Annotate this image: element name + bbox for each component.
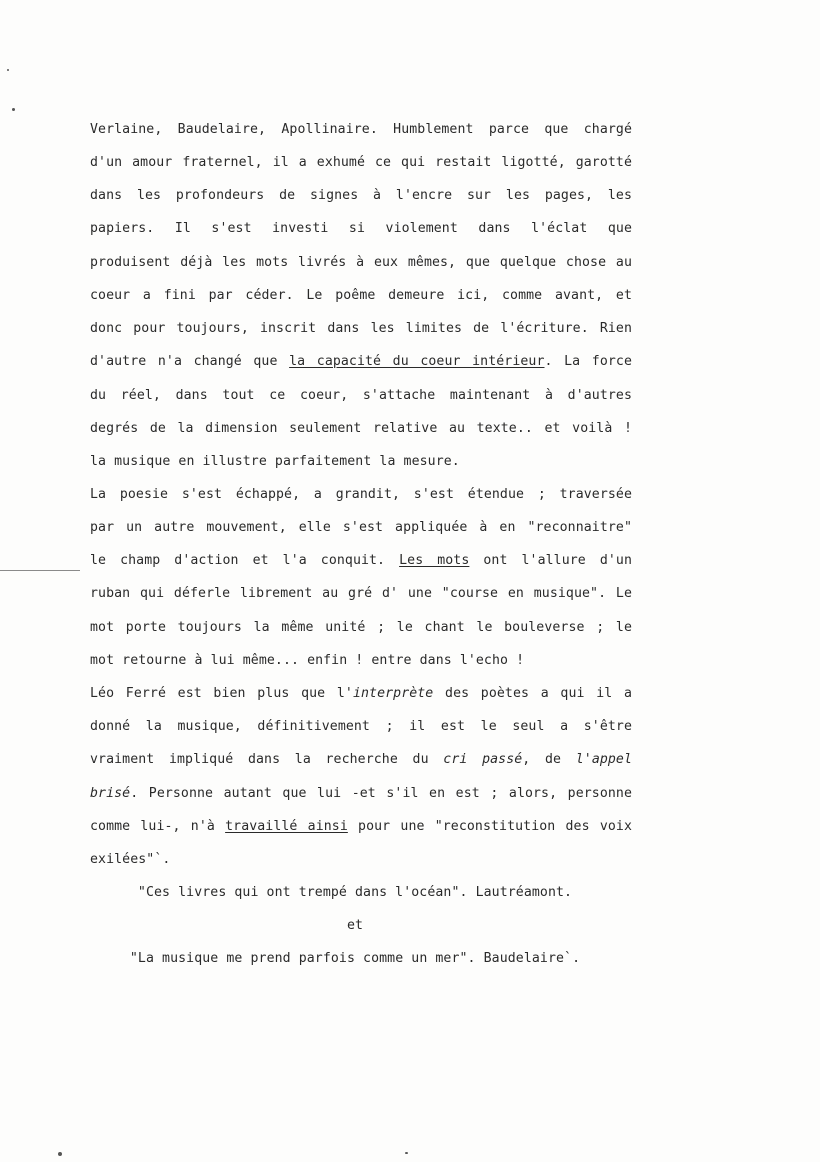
- italic-word: interprète: [352, 686, 434, 701]
- scan-mark: [0, 570, 80, 571]
- text-line: du réel, dans tout ce coeur, s'attache maintenant à d'autres: [90, 388, 632, 403]
- text-line: la musique en illustre parfaitement la mesure.: [90, 454, 460, 469]
- quotation: "La musique me prend parfois comme un mer". Baudelaire`.: [129, 951, 581, 966]
- text-run: Léo Ferré est bien plus que l': [90, 686, 353, 701]
- underlined-phrase: la capacité du coeur intérieur: [289, 354, 545, 369]
- text-line: donc pour toujours, inscrit dans les limites de l'écriture. Rien: [90, 321, 632, 336]
- italic-word: brisé: [90, 786, 131, 801]
- text-line: papiers. Il s'est investi si violement dans l'éclat que: [90, 221, 632, 236]
- text-run: . Personne autant que lui -et s'il en est ; alors, personne: [130, 786, 632, 801]
- text-run: comme lui-, n'à: [90, 819, 226, 834]
- scan-speck: [7, 69, 9, 71]
- text-line: ruban qui déferle librement au gré d' une "course en musique". Le: [90, 586, 632, 601]
- text-run: des poètes a qui il a: [433, 686, 632, 701]
- text-run: vraiment impliqué dans la recherche du: [90, 752, 444, 767]
- text-line: Verlaine, Baudelaire, Apollinaire. Humblement parce que chargé: [90, 122, 632, 137]
- underlined-phrase: travaillé ainsi: [225, 819, 348, 834]
- text-line: donné la musique, définitivement ; il est le seul a s'être: [90, 719, 632, 734]
- quotation: "Ces livres qui ont trempé dans l'océan". Lautréamont.: [137, 885, 573, 900]
- scan-speck: [12, 108, 15, 111]
- italic-phrase: cri passé: [443, 752, 523, 767]
- text-line: mot porte toujours la même unité ; le chant le bouleverse ; le: [90, 620, 632, 635]
- text-line: d'un amour fraternel, il a exhumé ce qui restait ligotté, garotté: [90, 155, 632, 170]
- scan-speck: [405, 1152, 408, 1154]
- text-line: [90, 685, 632, 703]
- text-line: exilées"`.: [90, 852, 171, 867]
- text-line: La poesie s'est échappé, a grandit, s'est étendue ; traversée: [90, 487, 632, 502]
- underlined-phrase: Les mots: [399, 553, 470, 568]
- text-line: [90, 353, 632, 371]
- text-line: mot retourne à lui même... enfin ! entre dans l'echo !: [90, 653, 525, 668]
- text-line: dans les profondeurs de signes à l'encre sur les pages, les: [90, 188, 632, 203]
- conjunction: et: [346, 918, 364, 933]
- text-line: [90, 751, 632, 769]
- text-line: coeur a fini par céder. Le poême demeure ici, comme avant, et: [90, 288, 632, 303]
- text-run: pour une "reconstitution des voix: [347, 819, 632, 834]
- text-line: [90, 818, 632, 836]
- text-line: [90, 785, 632, 803]
- text-run: . La force: [544, 354, 632, 369]
- text-run: , de: [522, 752, 576, 767]
- text-run: le champ d'action et l'a conquit. Les mots ont l'allure d'un: [90, 553, 632, 568]
- italic-phrase: l'appel: [575, 752, 633, 767]
- scan-speck: [58, 1152, 62, 1156]
- text-line: [90, 552, 632, 570]
- text-line: produisent déjà les mots livrés à eux mêmes, que quelque chose au: [90, 255, 632, 270]
- text-run: d'autre n'a changé que: [90, 354, 290, 369]
- text-line: degrés de la dimension seulement relative au texte.. et voilà !: [90, 421, 632, 436]
- text-line: par un autre mouvement, elle s'est appliquée à en "reconnaitre": [90, 520, 632, 535]
